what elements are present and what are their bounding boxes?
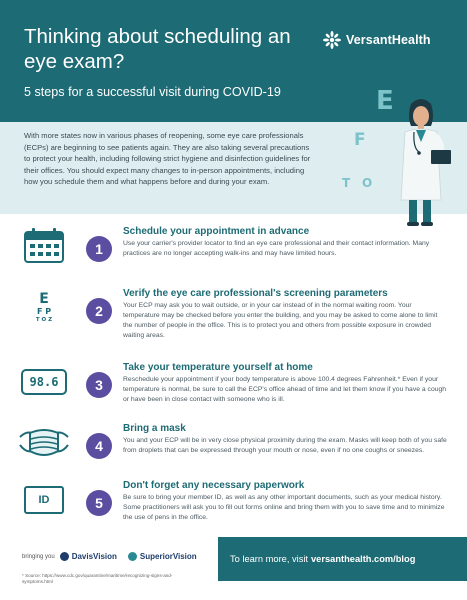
doctor-illustration [385,96,457,230]
step-number: 2 [86,298,112,324]
cta-link[interactable]: versanthealth.com/blog [311,554,416,564]
step-description: Use your carrier's provider locator to find an eye care professional and their contact information. Many practices are no longer accepting walk-ins and may have limited hours. [123,240,430,257]
superior-vision-mark-icon [128,552,137,561]
chart-letter-f: F [354,130,366,150]
cta-prefix: To learn more, visit [230,554,309,564]
step-title: Bring a mask [123,423,186,434]
thermometer-display-icon [18,362,70,402]
step-number: 4 [86,433,112,459]
step-number: 3 [86,372,112,398]
step-title: Schedule your appointment in advance [123,226,310,237]
step-item [0,288,467,348]
step-title: Don't forget any necessary paperwork [123,480,305,491]
step-description: Reschedule your appointment if your body temperature is above 100.4 degrees Fahrenheit.* Even if your temperature is normal, be sure to call the ECP's office ahead of time and let them know if you have a cough or have been in close contact with someone who is ill. [123,376,447,403]
id-card-icon [18,480,70,520]
eye-chart-line-1: E [39,291,49,308]
step-number: 1 [86,236,112,262]
chart-letter-t: T [342,176,351,190]
step-title: Take your temperature yourself at home [123,362,313,373]
source-footnote: * Source: https://www.cdc.gov/quarantine/maritime/recognizing-signs-and-symptoms.html [22,573,173,584]
learn-more-banner[interactable] [218,537,467,581]
partner-bar [22,552,197,561]
davis-vision-label: DavisVision [71,552,117,561]
eye-chart-line-3: T O Z [35,317,53,324]
intro-paragraph: With more states now in various phases of reopening, some eye care professionals (ECPs) are beginning to see patients again. They are also taking several precautions to protect your health, including following strict hygiene and disinfection guidelines for their offices. You should expect many changes to in-person appointments, including how you schedule them and what happens before and during your exam. [24,131,311,187]
logo-text: VersantHealth [346,33,431,47]
step-number: 5 [86,490,112,516]
versant-logo [322,30,431,50]
step-item [0,480,467,540]
step-item [0,423,467,483]
step-description: Be sure to bring your member ID, as well as any other important documents, such as your medical history. Some practitioners will ask you to fill out forms online and bring them with you to save time and to minimize the use of pens in the office. [123,494,445,521]
page-title: Thinking about scheduling an eye exam? [24,25,291,73]
step-item [0,226,467,286]
superior-vision-label: SuperiorVision [139,552,197,561]
chart-letter-e: E [376,86,394,116]
mask-icon [18,423,70,463]
step-description: Your ECP may ask you to wait outside, or in your car instead of in the normal waiting room. Your temperature may be checked before you enter the building, and you may be asked to come alone to limit the number of people in the office. This is to protect you and others from possible exposure in crowded waiting areas. [123,302,438,339]
davis-vision-mark-icon [60,552,69,561]
eye-chart-icon [18,288,70,328]
superior-vision-logo [128,552,197,561]
page-subtitle: 5 steps for a successful visit during COVID-19 [24,85,281,99]
calendar-icon [18,226,70,266]
bringing-label: bringing you [22,553,55,560]
step-title: Verify the eye care professional's screening parameters [123,288,388,299]
id-card-label: ID [38,494,50,506]
versant-logo-icon [322,30,342,50]
step-description: You and your ECP will be in very close physical proximity during the exam. Masks will keep both of you safe from droplets that can be expressed through your mouth or nose, even if no one coughs or sneezes. [123,437,447,454]
step-item [0,362,467,422]
chart-letter-o: O [362,176,373,190]
davis-vision-logo [60,552,117,561]
eye-chart-line-2: F P [36,307,52,317]
temperature-reading: 98.6 [29,375,59,389]
